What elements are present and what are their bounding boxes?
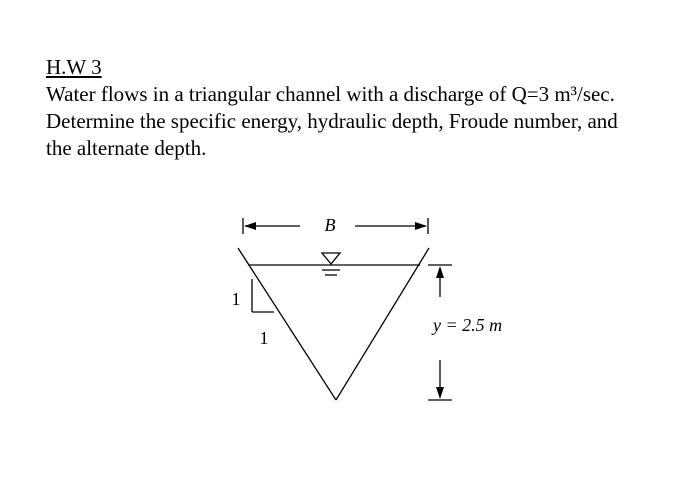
slope-horizontal-label: 1 xyxy=(259,328,269,348)
problem-title: H.W 3 xyxy=(46,55,102,79)
side-slope-indicator xyxy=(252,279,274,312)
problem-line-2: Determine the specific energy, hydraulic depth, Froude number, and xyxy=(46,109,618,133)
water-surface-symbol xyxy=(322,253,340,275)
problem-line-1: Water flows in a triangular channel with a discharge of Q=3 m³/sec. xyxy=(46,82,615,106)
slope-vertical-label: 1 xyxy=(231,289,241,309)
triangular-channel xyxy=(238,248,429,400)
top-width-label: B xyxy=(324,215,336,235)
problem-line-3: the alternate depth. xyxy=(46,136,207,160)
depth-label: y = 2.5 m xyxy=(433,315,503,335)
top-width-dimension xyxy=(243,218,428,234)
